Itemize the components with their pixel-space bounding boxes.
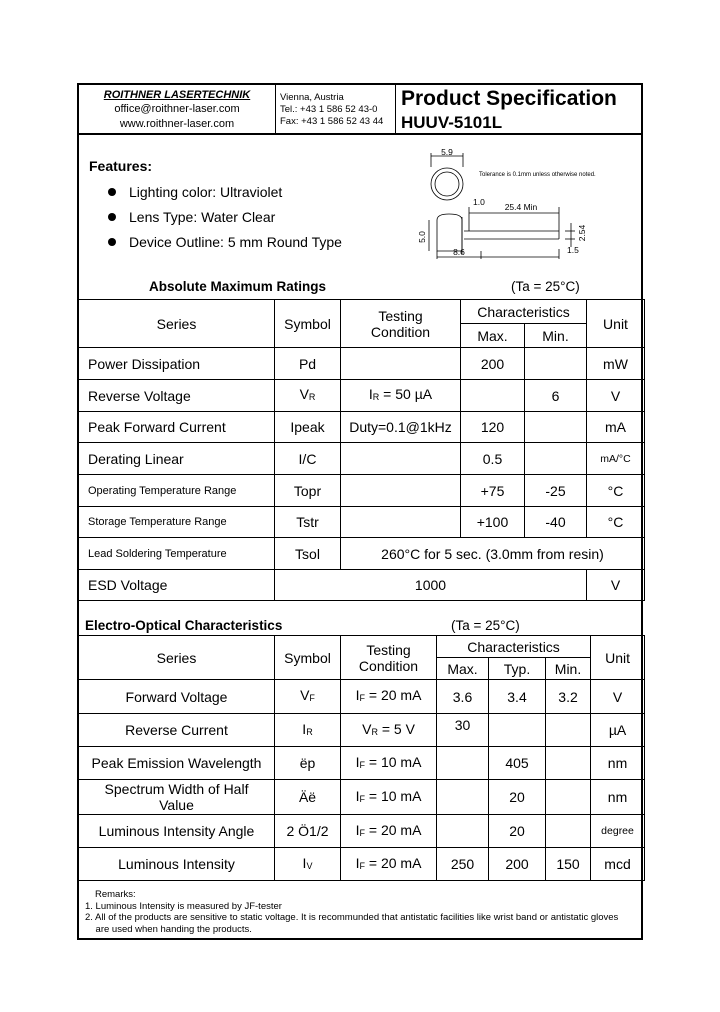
condition-value: = 20 mA: [364, 854, 422, 871]
max-cell: 0.5: [461, 443, 525, 475]
tolerance-note: Tolerance is 0.1mm unless otherwise noted.: [479, 172, 596, 178]
unit-cell: µA: [591, 714, 645, 747]
condition-cell: [341, 443, 461, 475]
symbol-cell: ëp: [275, 747, 341, 780]
led-outline-drawing: [409, 147, 641, 259]
condition-value: = 5 V: [377, 720, 415, 737]
typ-cell: 405: [489, 747, 546, 780]
condition-cell: [341, 380, 461, 412]
condition-main: I: [355, 854, 360, 871]
series-cell: [79, 780, 275, 815]
feature-text: Device Outline: 5 mm Round Type: [129, 234, 342, 250]
company-name: ROITHNER LASERTECHNIK: [103, 89, 251, 101]
series-line-2: Value: [159, 797, 194, 813]
col-header-testing-condition: [341, 636, 437, 680]
symbol-subscript: F: [309, 693, 315, 703]
symbol-cell: Tsol: [275, 538, 341, 570]
table-row: [79, 780, 645, 815]
top-view-inner-circle: [435, 172, 459, 196]
company-city: Vienna, Austria: [280, 92, 344, 103]
condition-subscript: R: [371, 726, 378, 737]
dim-label: 5.9: [441, 147, 453, 157]
min-cell: [546, 747, 591, 780]
condition-value: = 50 µA: [379, 386, 433, 402]
symbol-subscript: V: [306, 860, 313, 871]
symbol-cell: 2 Ö1/2: [275, 815, 341, 848]
condition-main: V: [362, 720, 372, 737]
min-cell: 150: [546, 848, 591, 881]
max-cell: 30: [437, 714, 489, 747]
header-rule: [79, 133, 641, 135]
series-cell: Storage Temperature Range: [79, 507, 275, 538]
condition-value: = 20 mA: [364, 687, 422, 703]
min-cell: 6: [525, 380, 587, 412]
bullet-icon: [108, 213, 116, 221]
remark-item: 2. All of the products are sensitive to static voltage. It is recommunded that antistatic facilities like wrist band or antistatic gloves: [85, 912, 619, 923]
symbol-main: V: [299, 386, 309, 402]
table-row: [79, 747, 645, 780]
series-cell: Forward Voltage: [79, 680, 275, 714]
spec-sheet-frame: [77, 83, 643, 940]
series-line-1: Spectrum Width of Half: [104, 781, 249, 797]
series-cell: Operating Temperature Range: [79, 475, 275, 507]
header: [79, 85, 641, 134]
remarks-title: Remarks:: [95, 889, 136, 900]
dim-label: 2.54: [577, 224, 587, 242]
unit-cell: °C: [587, 475, 645, 507]
condition-subscript: F: [359, 827, 365, 838]
symbol-cell: [275, 714, 341, 747]
table-row: [79, 714, 645, 747]
amr-ta: (Ta = 25°C): [511, 279, 580, 294]
symbol-cell: Ipeak: [275, 412, 341, 443]
max-cell: [461, 380, 525, 412]
series-cell: Lead Soldering Temperature: [79, 538, 275, 570]
remarks: [85, 889, 618, 935]
min-cell: -25: [525, 475, 587, 507]
unit-cell: nm: [591, 747, 645, 780]
remark-item: are used when handing the products.: [85, 923, 252, 935]
dim-label: 5.0: [417, 231, 427, 243]
col-header-min: Min.: [546, 658, 591, 680]
testing-label: Testing: [378, 307, 423, 324]
condition-value: = 20 mA: [364, 821, 422, 838]
series-cell: Reverse Voltage: [79, 380, 275, 412]
remark-item: 1. Luminous Intensity is measured by JF-tester: [85, 900, 282, 912]
condition-cell: [341, 780, 437, 815]
symbol-subscript: R: [308, 392, 316, 402]
condition-cell: [341, 475, 461, 507]
esd-value-cell: 1000: [275, 570, 587, 601]
symbol-cell: [275, 848, 341, 881]
condition-cell: Duty=0.1@1kHz: [341, 412, 461, 443]
col-header-symbol: Symbol: [275, 636, 341, 680]
table-row: [79, 680, 645, 714]
symbol-cell: I/C: [275, 443, 341, 475]
unit-cell: mcd: [591, 848, 645, 881]
features-title: Features:: [89, 158, 153, 174]
symbol-subscript: R: [306, 726, 313, 737]
unit-cell: V: [587, 380, 645, 412]
col-header-min: Min.: [525, 324, 587, 348]
series-cell: Luminous Intensity: [79, 848, 275, 881]
condition-main: I: [355, 787, 360, 804]
unit-cell: V: [587, 570, 645, 601]
condition-label: Condition: [370, 323, 431, 340]
header-divider: [395, 85, 396, 134]
condition-cell: [341, 714, 437, 747]
symbol-cell: Topr: [275, 475, 341, 507]
max-cell: [437, 747, 489, 780]
company-website: www.roithner-laser.com: [119, 118, 235, 130]
eoc-ta: (Ta = 25°C): [451, 618, 520, 633]
amr-title: Absolute Maximum Ratings: [149, 279, 327, 294]
max-cell: [437, 815, 489, 848]
condition-value: = 10 mA: [364, 753, 422, 770]
min-cell: 3.2: [546, 680, 591, 714]
feature-text: Lens Type: Water Clear: [129, 209, 276, 225]
col-header-symbol: Symbol: [275, 300, 341, 348]
typ-cell: [489, 714, 546, 747]
table-row: [79, 412, 645, 443]
table-row: [79, 443, 645, 475]
table-row: [79, 507, 645, 538]
min-cell: [525, 348, 587, 380]
unit-cell: V: [591, 680, 645, 714]
part-number: HUUV-5101L: [401, 113, 503, 132]
series-cell: ESD Voltage: [79, 570, 275, 601]
series-cell: Power Dissipation: [79, 348, 275, 380]
symbol-main: V: [300, 687, 310, 703]
col-header-unit: Unit: [587, 300, 645, 348]
min-cell: [546, 714, 591, 747]
col-header-series: Series: [79, 636, 275, 680]
series-cell: Derating Linear: [79, 443, 275, 475]
symbol-cell: [275, 680, 341, 714]
dim-label: 8.6: [453, 247, 465, 257]
dim-label: 25.4 Min: [504, 202, 538, 212]
bullet-icon: [108, 238, 116, 246]
unit-cell: °C: [587, 507, 645, 538]
col-header-characteristics: Characteristics: [461, 300, 587, 324]
feature-text: Lighting color: Ultraviolet: [129, 184, 283, 200]
series-cell: Luminous Intensity Angle: [79, 815, 275, 848]
condition-cell: [341, 815, 437, 848]
min-cell: [525, 412, 587, 443]
company-tel: Tel.: +43 1 586 52 43-0: [280, 104, 378, 115]
series-cell: Reverse Current: [79, 714, 275, 747]
series-cell: Peak Forward Current: [79, 412, 275, 443]
symbol-main: I: [302, 720, 307, 737]
max-cell: 3.6: [437, 680, 489, 714]
col-header-series: Series: [79, 300, 275, 348]
condition-subscript: F: [359, 793, 365, 804]
condition-subscript: F: [359, 693, 365, 703]
unit-cell: mA: [587, 412, 645, 443]
symbol-main: I: [302, 854, 307, 871]
dim-label: 1.5: [567, 245, 579, 255]
condition-value: = 10 mA: [364, 787, 422, 804]
condition-label: Condition: [358, 657, 419, 674]
unit-cell: degree: [591, 815, 645, 848]
typ-cell: 200: [489, 848, 546, 881]
testing-label: Testing: [366, 641, 411, 658]
table-row: [79, 848, 645, 881]
col-header-max: Max.: [437, 658, 489, 680]
unit-cell: mA/°C: [587, 443, 645, 475]
top-view-circle: [431, 168, 463, 200]
condition-cell: [341, 848, 437, 881]
condition-subscript: R: [372, 392, 380, 402]
max-cell: +100: [461, 507, 525, 538]
condition-subscript: F: [359, 860, 365, 871]
typ-cell: 20: [489, 815, 546, 848]
condition-cell: [341, 507, 461, 538]
unit-cell: nm: [591, 780, 645, 815]
table-row: [79, 475, 645, 507]
condition-cell: [341, 680, 437, 714]
max-cell: 120: [461, 412, 525, 443]
condition-main: I: [355, 753, 360, 770]
company-email: office@roithner-laser.com: [114, 103, 240, 115]
max-cell: [437, 780, 489, 815]
company-fax: Fax: +43 1 586 52 43 44: [280, 116, 384, 127]
symbol-cell: Äë: [275, 780, 341, 815]
min-cell: [546, 780, 591, 815]
condition-cell: [341, 348, 461, 380]
unit-cell: mW: [587, 348, 645, 380]
condition-cell: [341, 747, 437, 780]
condition-subscript: F: [359, 759, 365, 770]
max-cell: 250: [437, 848, 489, 881]
col-header-max: Max.: [461, 324, 525, 348]
min-cell: [525, 443, 587, 475]
side-view-body: [437, 214, 462, 251]
col-header-testing-condition: [341, 300, 461, 348]
condition-main: I: [355, 821, 360, 838]
col-header-typ: Typ.: [489, 658, 546, 680]
typ-cell: 3.4: [489, 680, 546, 714]
condition-main: I: [368, 386, 373, 402]
condition-main: I: [355, 687, 360, 703]
table-row: [79, 815, 645, 848]
min-cell: [546, 815, 591, 848]
amr-table: [78, 299, 645, 601]
symbol-cell: Pd: [275, 348, 341, 380]
symbol-cell: [275, 380, 341, 412]
header-divider: [275, 85, 276, 134]
table-row: [79, 380, 645, 412]
col-header-characteristics: Characteristics: [437, 636, 591, 658]
series-cell: Peak Emission Wavelength: [79, 747, 275, 780]
typ-cell: 20: [489, 780, 546, 815]
soldering-spec-cell: 260°C for 5 sec. (3.0mm from resin): [341, 538, 645, 570]
document-title: Product Specification: [401, 87, 617, 110]
bullet-icon: [108, 188, 116, 196]
min-cell: -40: [525, 507, 587, 538]
max-cell: +75: [461, 475, 525, 507]
table-row: [79, 538, 645, 570]
dim-label: 1.0: [473, 197, 485, 207]
table-row: [79, 348, 645, 380]
symbol-cell: Tstr: [275, 507, 341, 538]
eoc-title: Electro-Optical Characteristics: [85, 618, 283, 633]
eoc-table: [78, 635, 645, 881]
table-row: [79, 570, 645, 601]
max-cell: 200: [461, 348, 525, 380]
col-header-unit: Unit: [591, 636, 645, 680]
